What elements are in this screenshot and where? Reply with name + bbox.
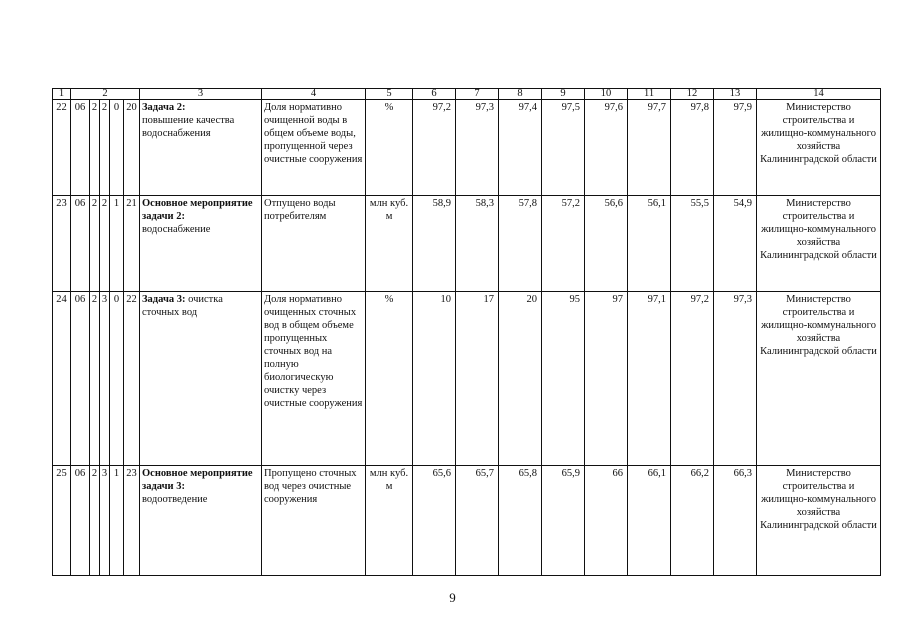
code-measure: 0 xyxy=(110,292,124,466)
value-cell: 97,3 xyxy=(714,292,757,466)
task-name xyxy=(140,292,262,466)
unit: % xyxy=(366,292,413,466)
table-row xyxy=(53,196,881,292)
task-name xyxy=(140,196,262,292)
value-cell: 97,1 xyxy=(628,292,671,466)
value-cell: 97,5 xyxy=(542,100,585,196)
value-cell: 97,2 xyxy=(413,100,456,196)
value-cell: 54,9 xyxy=(714,196,757,292)
responsible-executor: Министерство строительства и жилищно-коммунального хозяйства Калининградской области xyxy=(757,100,881,196)
code-subprogram: 2 xyxy=(90,292,100,466)
code-measure: 1 xyxy=(110,196,124,292)
code-indicator: 23 xyxy=(124,466,140,576)
value-cell: 20 xyxy=(499,292,542,466)
unit: млн куб. м xyxy=(366,466,413,576)
value-cell: 97,2 xyxy=(671,292,714,466)
value-cell: 65,8 xyxy=(499,466,542,576)
header-cell-13: 13 xyxy=(714,89,757,100)
value-cell: 58,9 xyxy=(413,196,456,292)
value-cell: 65,9 xyxy=(542,466,585,576)
code-task: 2 xyxy=(100,196,110,292)
task-name-text: повышение качества водоснабжения xyxy=(142,115,235,139)
header-cell-8: 8 xyxy=(499,89,542,100)
column-number-row xyxy=(53,89,881,100)
header-cell-5: 5 xyxy=(366,89,413,100)
table-row xyxy=(53,466,881,576)
header-cell-12: 12 xyxy=(671,89,714,100)
header-cell-10: 10 xyxy=(585,89,628,100)
header-cell-14: 14 xyxy=(757,89,881,100)
table-row xyxy=(53,100,881,196)
task-name-text: водоотведение xyxy=(142,494,208,505)
header-cell-7: 7 xyxy=(456,89,499,100)
responsible-executor: Министерство строительства и жилищно-коммунального хозяйства Калининградской области xyxy=(757,196,881,292)
value-cell: 56,6 xyxy=(585,196,628,292)
value-cell: 17 xyxy=(456,292,499,466)
indicator-name: Отпущено воды потребителям xyxy=(262,196,366,292)
task-name-bold: Задача 3: xyxy=(142,294,186,305)
row-number: 25 xyxy=(53,466,71,576)
table-row xyxy=(53,292,881,466)
value-cell: 66 xyxy=(585,466,628,576)
value-cell: 97,9 xyxy=(714,100,757,196)
code-subprogram: 2 xyxy=(90,466,100,576)
value-cell: 97,4 xyxy=(499,100,542,196)
value-cell: 97,3 xyxy=(456,100,499,196)
code-indicator: 22 xyxy=(124,292,140,466)
code-indicator: 20 xyxy=(124,100,140,196)
code-measure: 0 xyxy=(110,100,124,196)
code-program: 06 xyxy=(71,100,90,196)
row-number: 24 xyxy=(53,292,71,466)
code-program: 06 xyxy=(71,292,90,466)
task-name-bold: Задача 2: xyxy=(142,102,186,113)
value-cell: 65,6 xyxy=(413,466,456,576)
header-cell-2: 2 xyxy=(71,89,140,100)
value-cell: 10 xyxy=(413,292,456,466)
task-name xyxy=(140,466,262,576)
task-name-text: водоснабжение xyxy=(142,224,211,235)
task-name-text: очистка сточных вод xyxy=(142,294,223,318)
code-task: 3 xyxy=(100,466,110,576)
header-cell-9: 9 xyxy=(542,89,585,100)
header-cell-4: 4 xyxy=(262,89,366,100)
value-cell: 56,1 xyxy=(628,196,671,292)
task-name-bold: Основное мероприятие задачи 3: xyxy=(142,468,253,492)
responsible-executor: Министерство строительства и жилищно-коммунального хозяйства Калининградской области xyxy=(757,292,881,466)
value-cell: 66,3 xyxy=(714,466,757,576)
value-cell: 97,7 xyxy=(628,100,671,196)
code-task: 2 xyxy=(100,100,110,196)
header-cell-1: 1 xyxy=(53,89,71,100)
value-cell: 66,1 xyxy=(628,466,671,576)
indicator-name: Доля нормативно очищенной воды в общем объеме воды, пропущенной через очистные сооружения xyxy=(262,100,366,196)
value-cell: 55,5 xyxy=(671,196,714,292)
value-cell: 97,6 xyxy=(585,100,628,196)
page-number: 9 xyxy=(449,590,456,605)
value-cell: 57,2 xyxy=(542,196,585,292)
value-cell: 97 xyxy=(585,292,628,466)
value-cell: 95 xyxy=(542,292,585,466)
row-number: 23 xyxy=(53,196,71,292)
value-cell: 97,8 xyxy=(671,100,714,196)
indicator-name: Доля нормативно очищенных сточных вод в общем объеме пропущенных сточных вод на полную биологическую очистку через очистные сооружения xyxy=(262,292,366,466)
header-cell-3: 3 xyxy=(140,89,262,100)
unit: млн куб. м xyxy=(366,196,413,292)
code-program: 06 xyxy=(71,466,90,576)
value-cell: 57,8 xyxy=(499,196,542,292)
value-cell: 65,7 xyxy=(456,466,499,576)
unit: % xyxy=(366,100,413,196)
indicator-name: Пропущено сточных вод через очистные сооружения xyxy=(262,466,366,576)
value-cell: 66,2 xyxy=(671,466,714,576)
code-indicator: 21 xyxy=(124,196,140,292)
header-cell-11: 11 xyxy=(628,89,671,100)
program-indicators-table xyxy=(52,88,881,576)
task-name xyxy=(140,100,262,196)
code-measure: 1 xyxy=(110,466,124,576)
value-cell: 58,3 xyxy=(456,196,499,292)
task-name-bold: Основное мероприятие задачи 2: xyxy=(142,198,253,222)
header-cell-6: 6 xyxy=(413,89,456,100)
code-program: 06 xyxy=(71,196,90,292)
row-number: 22 xyxy=(53,100,71,196)
responsible-executor: Министерство строительства и жилищно-коммунального хозяйства Калининградской области xyxy=(757,466,881,576)
code-subprogram: 2 xyxy=(90,100,100,196)
code-subprogram: 2 xyxy=(90,196,100,292)
code-task: 3 xyxy=(100,292,110,466)
